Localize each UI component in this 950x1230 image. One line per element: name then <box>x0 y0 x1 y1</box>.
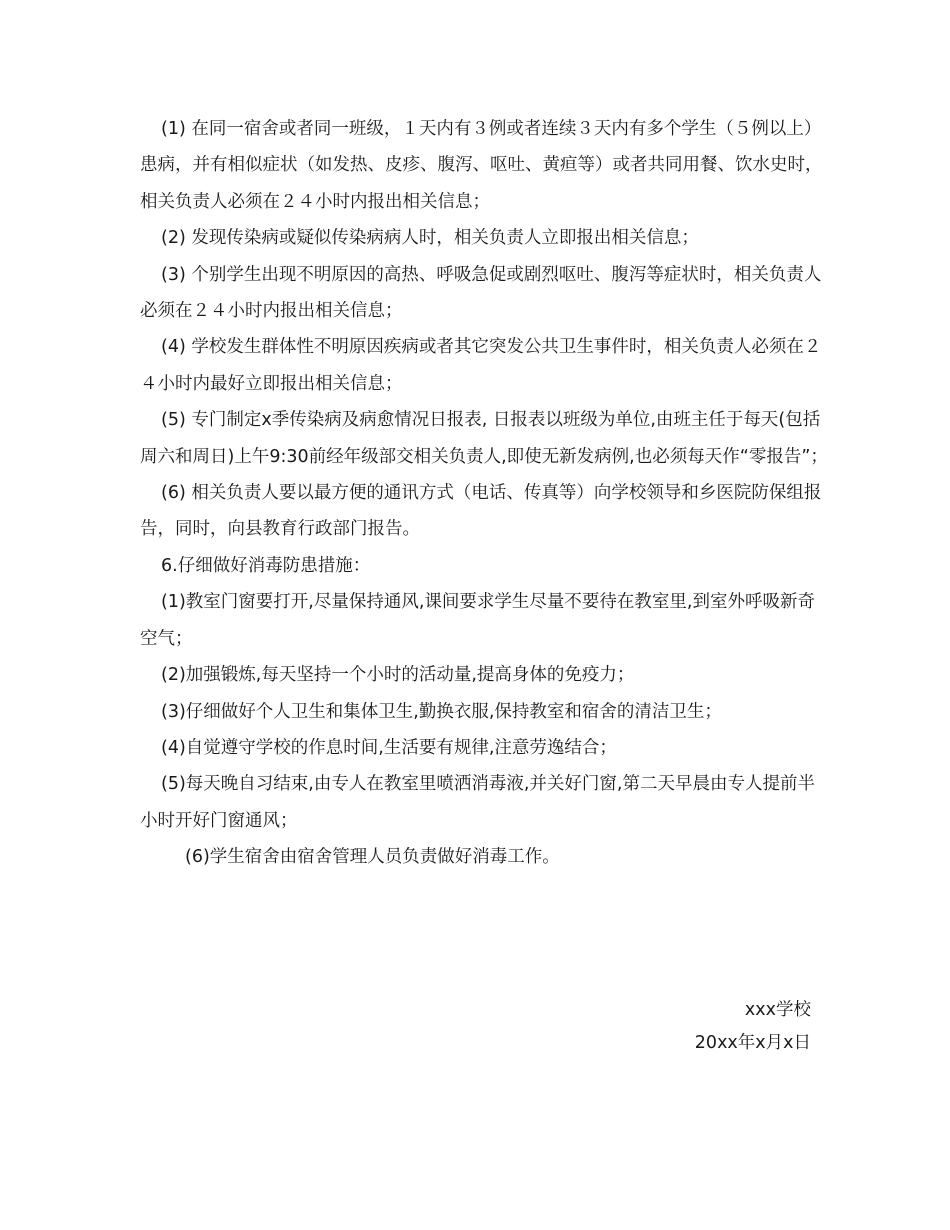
paragraph-report-6: (6) 相关负责人要以最方便的通讯方式（电话、传真等）向学校领导和乡医院防保组报告，同时，向县教育行政部门报告。 <box>140 483 822 540</box>
document-body <box>140 111 830 876</box>
paragraph-disinfection-3: (3)仔细做好个人卫生和集体卫生,勤换衣服,保持教室和宿舍的清洁卫生； <box>161 701 722 722</box>
paragraph-disinfection-4: (4)自觉遵守学校的作息时间,生活要有规律,注意劳逸结合； <box>161 737 617 758</box>
paragraph-report-3: (3) 个别学生出现不明原因的高热、呼吸急促或剧烈呕吐、腹泻等症状时，相关负责人必须在２４小时内报出相关信息； <box>140 264 822 322</box>
signature-org: xxx学校 <box>744 1000 811 1020</box>
paragraph-disinfection-6: (6)学生宿舍由宿舍管理人员负责做好消毒工作。 <box>185 847 560 868</box>
paragraph-report-2: (2) 发现传染病或疑似传染病病人时，相关负责人立即报出相关信息； <box>161 228 699 249</box>
paragraph-report-5: (5) 专门制定x季传染病及病愈情况日报表, 日报表以班级为单位,由班主任于每天(包括周六和周日)上午9:30前经年级部交相关负责人,即使无新发病例,也必须每天作“零报告”； <box>140 410 828 467</box>
signature-block <box>695 994 811 1060</box>
paragraph-report-1: (1) 在同一宿舍或者同一班级，１天内有３例或者连续３天内有多个学生（５例以上）患病，并有相似症状（如发热、皮疹、腹泻、呕吐、黄疸等）或者共同用餐、饮水史时，相关负责人必须在２４小时内报出相关信息； <box>140 119 823 212</box>
paragraph-disinfection-5: (5)每天晚自习结束,由专人在教室里喷洒消毒液,并关好门窗,第二天早晨由专人提前半小时开好门窗通风； <box>140 774 815 831</box>
paragraph-disinfection-2: (2)加强锻炼,每天坚持一个小时的活动量,提高身体的免疫力； <box>161 665 635 686</box>
paragraph-disinfection-1: (1)教室门窗要打开,尽量保持通风,课间要求学生尽量不要待在教室里,到室外呼吸新奇空气； <box>140 592 815 649</box>
signature-date: 20xx年x月x日 <box>694 1033 811 1053</box>
paragraph-report-4: (4) 学校发生群体性不明原因疾病或者其它突发公共卫生事件时，相关负责人必须在２４小时内最好立即报出相关信息； <box>140 337 822 394</box>
section-heading-disinfection: 6.仔细做好消毒防患措施： <box>161 555 371 576</box>
